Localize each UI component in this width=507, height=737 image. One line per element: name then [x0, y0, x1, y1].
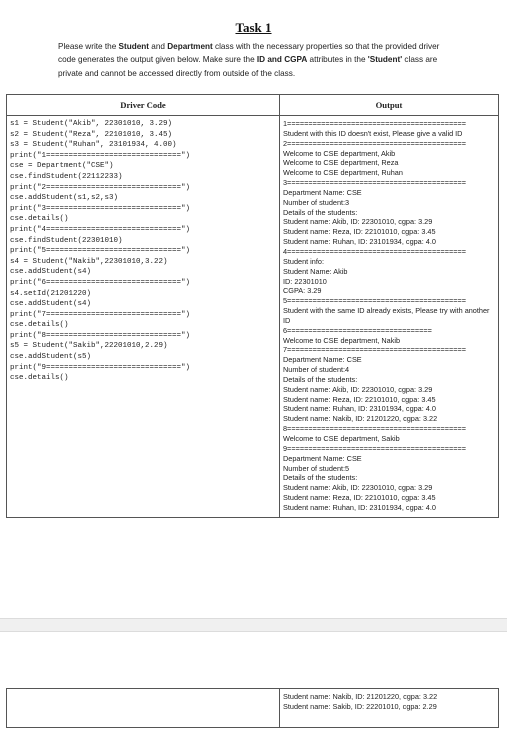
continued-row — [7, 689, 499, 728]
code-line: print("8==============================") — [10, 331, 191, 340]
intro-bold-student: Student — [118, 42, 150, 51]
output-line: 4========================================== — [283, 246, 467, 256]
continued-output-cell — [280, 689, 499, 728]
code-line: cse.details() — [10, 321, 69, 330]
code-line: s2 = Student("Reza", 22101010, 3.45) — [10, 130, 173, 139]
code-line: cse.details() — [10, 215, 69, 224]
output-line: 5========================================== — [283, 296, 467, 306]
output-line: Student with this ID doesn't exist, Please give a valid ID — [283, 128, 463, 138]
driver-code-cell — [7, 116, 280, 518]
output-line: Student name: Reza, ID: 22101010, cgpa: 3.45 — [283, 227, 436, 237]
code-line: cse.findStudent(22112233) — [10, 172, 123, 181]
page-title: Task 1 — [235, 20, 272, 35]
output-line: Welcome to CSE department, Akib — [283, 148, 396, 158]
code-line: print("7==============================") — [10, 310, 191, 319]
output-line: Student name: Akib, ID: 22301010, cgpa: 3.29 — [283, 384, 433, 394]
output-line: Student name: Akib, ID: 22301010, cgpa: 3.29 — [283, 483, 433, 493]
code-line: print("5==============================") — [10, 247, 191, 256]
intro-text-5: class are private and cannot be accessed directly from outside of the class. — [58, 55, 438, 78]
table-body-row — [7, 116, 499, 518]
output-line: 2========================================== — [283, 138, 467, 148]
output-line: 8========================================== — [283, 424, 467, 434]
output-line: Welcome to CSE department, Nakib — [283, 335, 401, 345]
continued-output-block — [280, 689, 498, 716]
output-line: Welcome to CSE department, Ruhan — [283, 168, 403, 178]
code-line: print("6==============================") — [10, 278, 191, 287]
code-line: print("9==============================") — [10, 363, 191, 372]
code-line: print("2==============================") — [10, 183, 191, 192]
output-block — [280, 116, 498, 517]
code-line: s3 = Student("Ruhan", 23101934, 4.00) — [10, 141, 177, 150]
output-line: Student info: — [283, 256, 324, 266]
output-cell — [280, 116, 499, 518]
code-line: cse.addStudent(s4) — [10, 268, 92, 277]
code-output-table — [6, 94, 499, 518]
output-line: Student name: Ruhan, ID: 23101934, cgpa: 4.0 — [283, 502, 436, 512]
output-header: Output — [280, 95, 499, 116]
intro-bold-department: Department — [167, 42, 213, 51]
output-line: 6================================== — [283, 325, 432, 335]
task-instructions — [58, 40, 458, 80]
output-line: Details of the students: — [283, 473, 358, 483]
output-line: 1========================================== — [283, 119, 467, 128]
intro-text-1: Please write the — [58, 42, 119, 51]
code-line: print("4==============================") — [10, 225, 191, 234]
output-line: 3========================================== — [283, 178, 467, 188]
output-line: Number of student:4 — [283, 365, 350, 375]
continued-table — [6, 688, 499, 728]
code-line: cse.findStudent(22301010) — [10, 236, 123, 245]
code-line: cse.addStudent(s1,s2,s3) — [10, 194, 119, 203]
output-line: Student name: Akib, ID: 22301010, cgpa: 3.29 — [283, 217, 433, 227]
code-line: print("1==============================") — [10, 151, 191, 160]
intro-bold-id-cgpa: ID and CGPA — [256, 55, 308, 65]
output-line: Student with the same ID already exists, Please try with another ID — [283, 306, 490, 325]
code-line: cse.addStudent(s4) — [10, 300, 92, 309]
page-break-divider — [0, 618, 507, 632]
output-line: Student name: Ruhan, ID: 23101934, cgpa: 4.0 — [283, 237, 436, 247]
output-line: Department Name: CSE — [283, 355, 362, 365]
driver-code-block — [7, 116, 279, 388]
code-line: s4 = Student("Nakib",22301010,3.22) — [10, 257, 168, 266]
output-line: Student name: Nakib, ID: 21201220, cgpa: 3.22 — [283, 692, 438, 701]
code-line: print("3==============================") — [10, 204, 191, 213]
code-line: s5 = Student("Sakib",22201010,2.29) — [10, 342, 168, 351]
output-line: ID: 22301010 — [283, 276, 327, 286]
continued-driver-cell — [7, 689, 280, 728]
intro-text-4: attributes in the — [307, 55, 368, 65]
output-line: Number of student:3 — [283, 197, 350, 207]
output-line: Department Name: CSE — [283, 453, 362, 463]
output-line: Student name: Ruhan, ID: 23101934, cgpa: 4.0 — [283, 404, 436, 414]
output-line: Welcome to CSE department, Reza — [283, 158, 399, 168]
code-line: s1 = Student("Akib", 22301010, 3.29) — [10, 120, 173, 128]
intro-bold-student-quoted: 'Student' — [367, 55, 403, 65]
intro-text-3: class with the necessary properties so that the provided driver code generates the output given below. Make sure the — [58, 42, 440, 65]
code-line: cse = Department("CSE") — [10, 162, 114, 171]
output-line: 9========================================== — [283, 443, 467, 453]
code-line: s4.setId(21201220) — [10, 289, 92, 298]
output-line: Details of the students: — [283, 374, 358, 384]
output-line: Student name: Sakib, ID: 22201010, cgpa: 2.29 — [283, 701, 437, 711]
code-line: cse.details() — [10, 374, 69, 383]
table-header-row — [7, 95, 499, 116]
output-line: Welcome to CSE department, Sakib — [283, 434, 400, 443]
output-line: Student name: Reza, ID: 22101010, cgpa: 3.45 — [283, 493, 436, 503]
driver-code-header: Driver Code — [7, 95, 280, 116]
output-line: Student name: Nakib, ID: 21201220, cgpa: 3.22 — [283, 414, 438, 424]
output-line: CGPA: 3.29 — [283, 286, 322, 296]
output-line: Department Name: CSE — [283, 187, 362, 197]
output-line: Details of the students: — [283, 207, 358, 217]
output-line: Student name: Reza, ID: 22101010, cgpa: 3.45 — [283, 394, 436, 404]
intro-text-2: and — [149, 42, 168, 51]
output-line: Number of student:5 — [283, 463, 350, 473]
code-line: cse.addStudent(s5) — [10, 353, 92, 362]
output-line: Student Name: Akib — [283, 266, 348, 276]
output-line: 7========================================== — [283, 345, 467, 355]
